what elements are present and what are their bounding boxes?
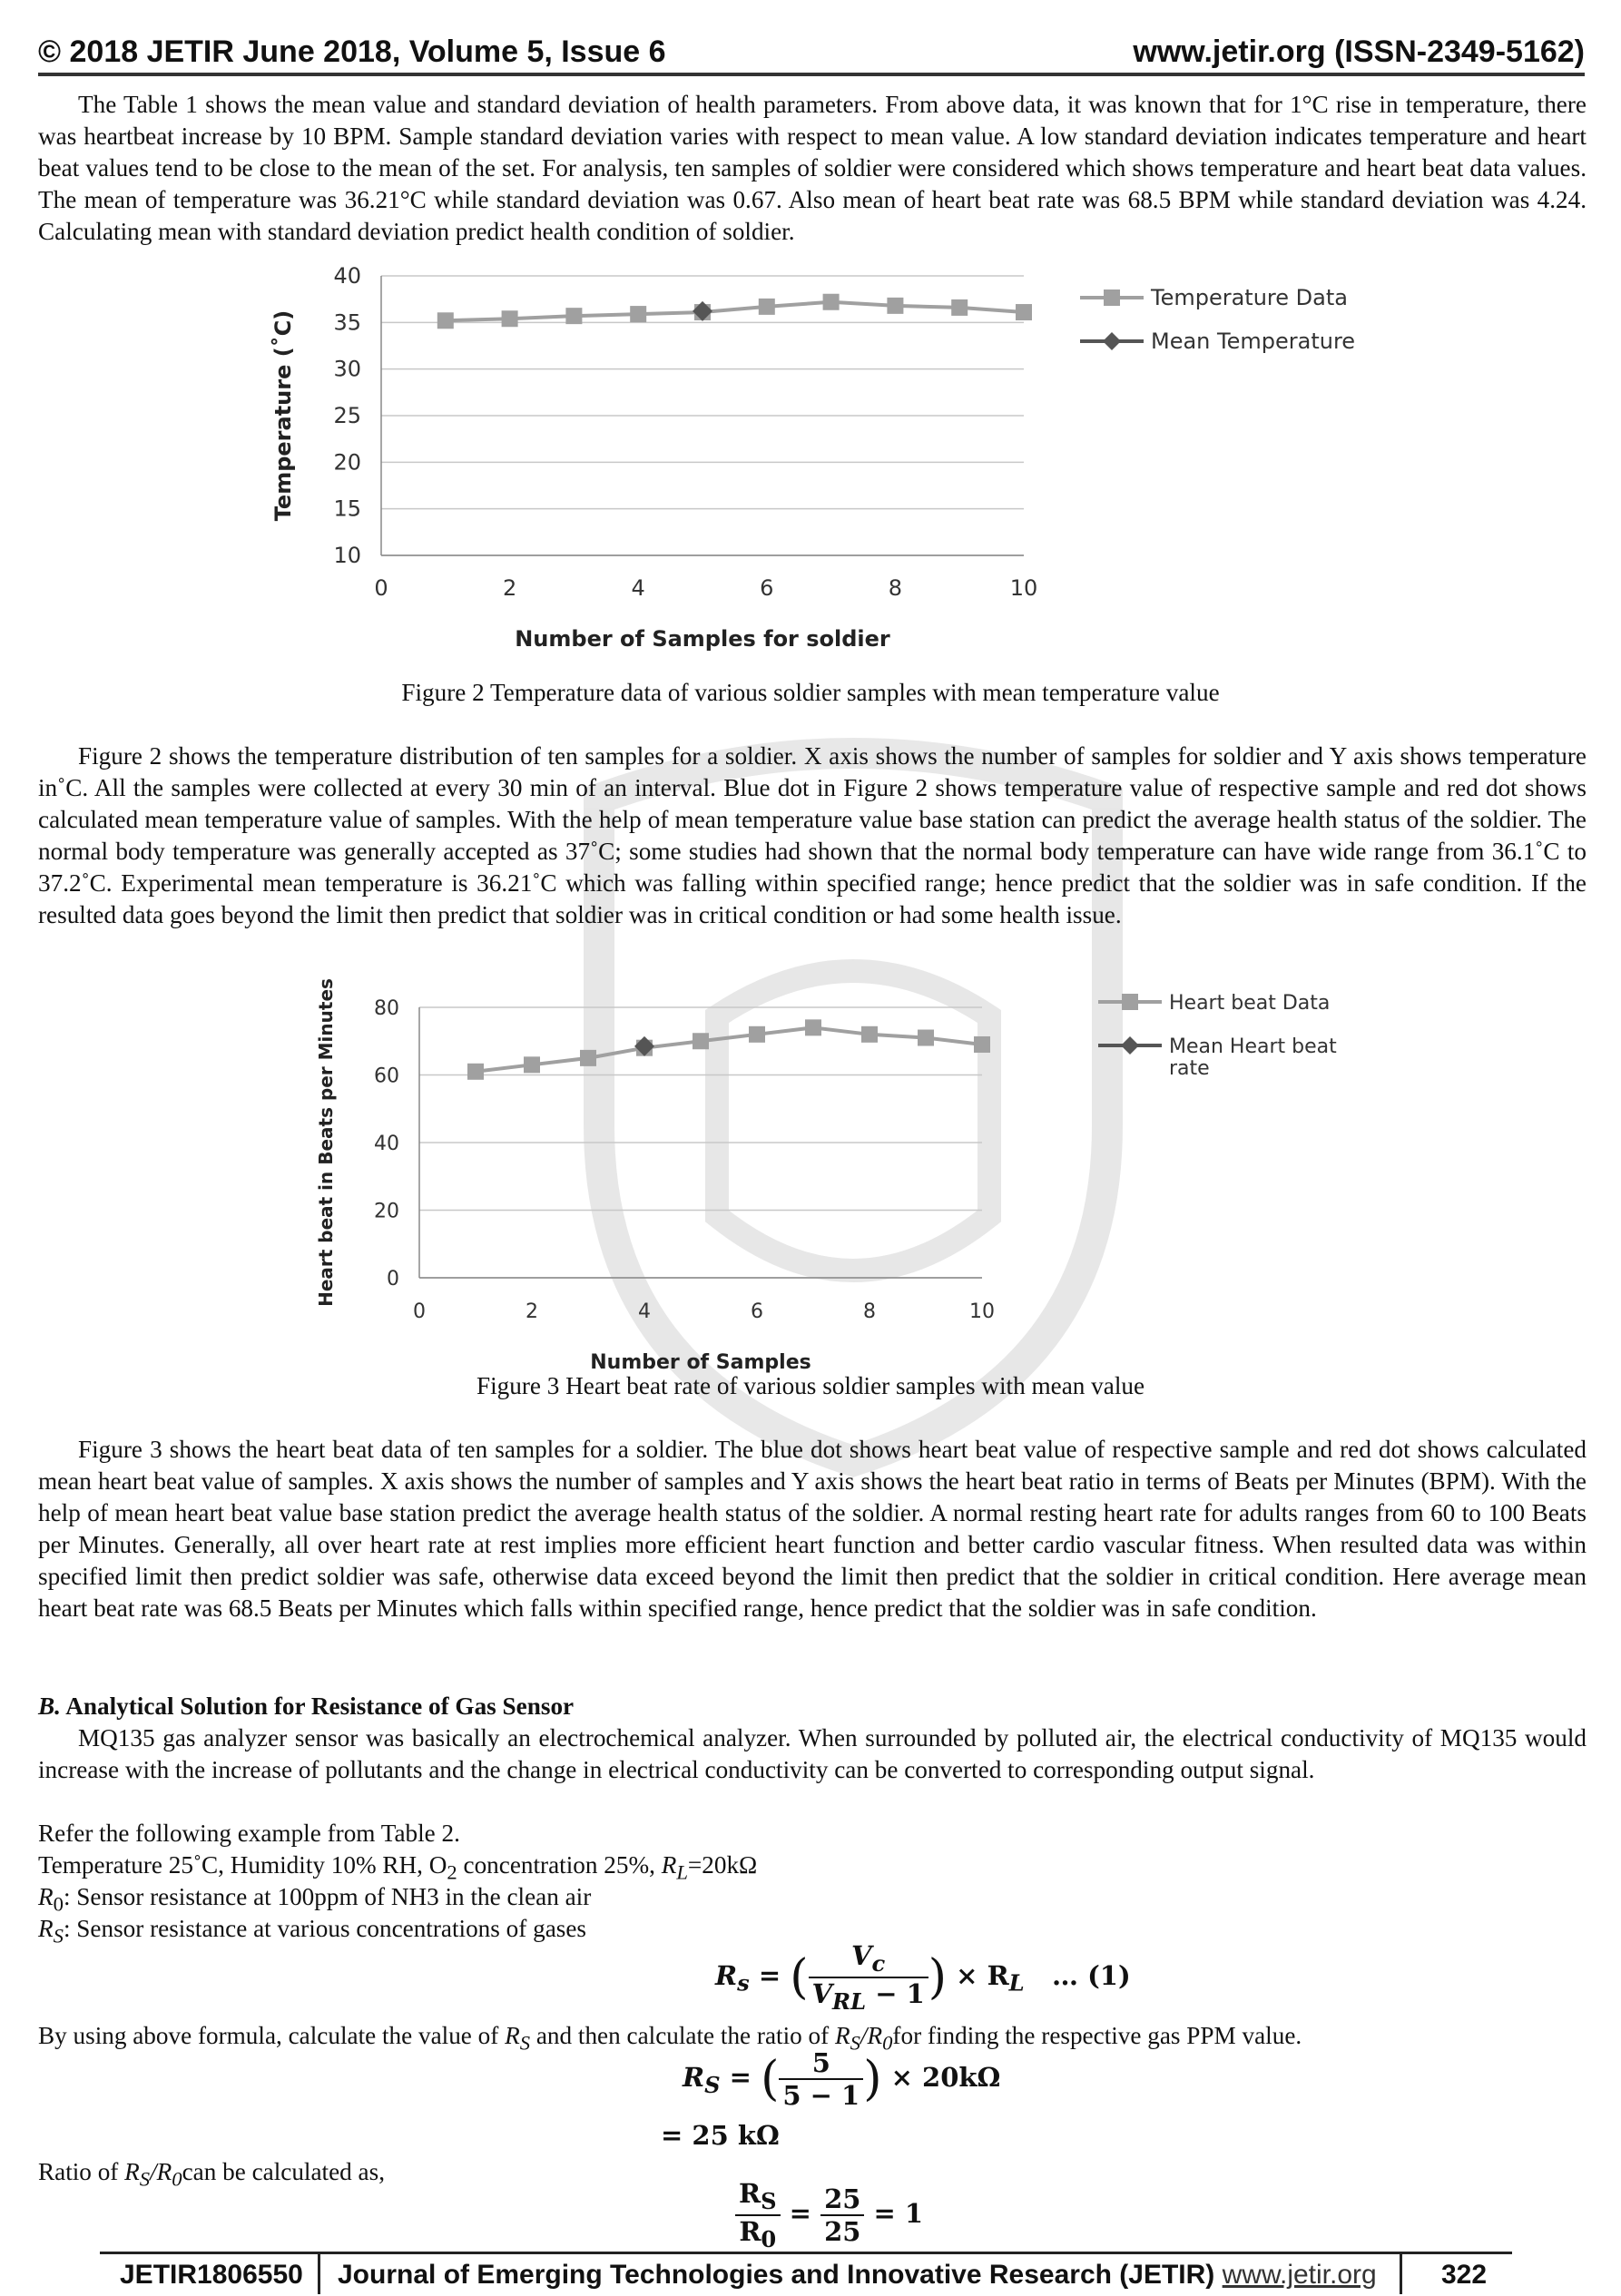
eq4-numeric-denominator: 25 [824, 2215, 861, 2247]
legend-label-line: rate [1169, 1057, 1210, 1081]
header-website-issn: www.jetir.org (ISSN-2349-5162) [1133, 34, 1585, 69]
eq1-numerator: V [851, 1940, 872, 1971]
rs-subscript: S [53, 1924, 64, 1948]
eq2-denominator: 5 − 1 [782, 2080, 860, 2111]
legend-swatch-marker [1121, 1036, 1139, 1055]
eq1-denominator: V [811, 1977, 833, 2009]
figure-2-caption: Figure 2 Temperature data of various soldier samples with mean temperature value [401, 679, 1220, 706]
data-point-marker [1016, 304, 1032, 320]
data-point-marker [693, 1033, 709, 1049]
section-b-label: B. [38, 1693, 61, 1720]
eq1-numerator-sub: c [871, 1949, 886, 1977]
r0-definition: : Sensor resistance at 100ppm of NH3 in the clean air [63, 1883, 592, 1910]
rl-symbol: R [661, 1851, 677, 1879]
x-tick-label: 10 [1009, 575, 1038, 601]
eq2-rhs: × 20kΩ [890, 2062, 1001, 2093]
y-tick-label: 80 [374, 997, 399, 1020]
eq1-lhs-sub: s [737, 1969, 750, 1997]
legend-label: Mean Temperature [1151, 329, 1356, 354]
series-line [476, 1027, 982, 1071]
section-b-title: Analytical Solution for Resistance of Gas Sensor [65, 1693, 575, 1720]
equation-1: $R_s$ = ( $\frac{V_c}{V_{RL} - 1}$ ) × $R_L$ … (1) [715, 1940, 1131, 2015]
paragraph-mq135-description: MQ135 gas analyzer sensor was basically an electrochemical analyzer. When surrounded by polluted air, the electrical conductivity of MQ135 would increase with the increase of pollutants and the change in electrical conductivity can be converted to corresponding output signal. [38, 1724, 1587, 1783]
x-tick-label: 4 [638, 1300, 651, 1323]
equation-4: $\frac{R_S}{R_0}$ = $\frac{25}{25}$ = 1 [735, 2178, 923, 2252]
y-tick-label: 0 [387, 1268, 399, 1290]
y-tick-label: 20 [374, 1200, 399, 1223]
running-header [38, 34, 1585, 74]
eq2-lhs-sub: S [704, 2071, 721, 2098]
figure-3-heartbeat-chart [300, 978, 1434, 1374]
footer-journal [338, 2260, 1377, 2291]
x-tick-label: 6 [760, 575, 774, 601]
ratio-text-a: Ratio of [38, 2158, 125, 2185]
eq4-numerator: R [739, 2178, 761, 2209]
eq4-denominator-sub: 0 [761, 2225, 777, 2252]
legend-label [1169, 1035, 1337, 1080]
eq4-numeric-numerator: 25 [820, 2183, 864, 2216]
y-tick-label: 15 [333, 496, 361, 522]
legend-label: Heart beat Data [1169, 992, 1331, 1015]
legend-swatch-marker [1103, 332, 1121, 350]
data-point-marker [524, 1056, 540, 1073]
equation-2: $R_S$ = ( $\frac{5}{5 - 1}$ ) × 20kΩ [683, 2047, 1001, 2111]
data-point-marker [565, 308, 582, 324]
paragraph-table1-summary: The Table 1 shows the mean value and standard deviation of health parameters. From above data, it was known that for 1°C rise in temperature, there was heartbeat increase by 10 BPM. Sample standard deviation varies with respect to mean value. A low standard deviation indicates temperature and heart beat values tend to be close to the mean of the set. For analysis, ten samples of soldier were considered which shows temperature and heart beat data values. The mean of temperature was 36.21°C while standard deviation was 0.67. Also mean of heart beat rate was 68.5 BPM while standard deviation was 4.24. Calculating mean with standard deviation predict health condition of soldier. [38, 91, 1587, 245]
y-tick-label: 10 [333, 543, 361, 568]
x-tick-label: 2 [502, 575, 517, 601]
x-tick-label: 0 [374, 575, 388, 601]
series-line [446, 302, 1024, 321]
y-tick-label: 40 [374, 1133, 399, 1155]
o2-subscript: 2 [447, 1860, 457, 1884]
legend-swatch-marker [1122, 994, 1138, 1010]
x-tick-label: 2 [526, 1300, 538, 1323]
data-point-marker [467, 1064, 484, 1080]
paragraph-figure2-discussion: Figure 2 shows the temperature distribution of ten samples for a soldier. X axis shows the number of samples for soldier and Y axis shows temperature in˚C. All the samples were collected at every 30 min of an interval. Blue dot in Figure 2 shows temperature value of respective sample and red dot shows calculated mean temperature value of samples. With the help of mean temperature value base station can predict the average health status of the soldier. The normal body temperature was generally accepted as 37˚C; some studies had shown that the normal body temperature can have wide range from 36.1˚C to 37.2˚C. Experimental mean temperature is 36.21˚C which was falling within specified range; hence predict that the soldier was in safe condition. If the resulted data goes beyond the limit then predict that soldier was in critical condition or had some health issue. [38, 742, 1587, 928]
x-tick-label: 8 [888, 575, 903, 601]
data-point-marker [951, 299, 968, 316]
y-tick-label: 40 [333, 263, 361, 289]
data-point-marker [749, 1026, 765, 1043]
y-tick-label: 25 [333, 403, 361, 428]
data-point-marker [861, 1026, 878, 1043]
footer-paper-id: JETIR1806550 [120, 2260, 303, 2290]
legend-label-line: Mean Heart beat [1169, 1035, 1337, 1058]
rl-subscript: L [676, 1860, 688, 1884]
data-point-marker [805, 1019, 821, 1035]
y-axis-label: Heart beat in Beats per Minutes [315, 978, 337, 1307]
header-rule [38, 73, 1585, 76]
data-point-marker [887, 298, 903, 314]
by-using-text-a: By using above formula, calculate the value of [38, 2022, 506, 2049]
eq1-denominator-rest: − 1 [866, 1977, 925, 2009]
eq1-rhs-sub: L [1008, 1969, 1025, 1997]
eq4-numerator-sub: S [761, 2187, 777, 2214]
y-tick-label: 60 [374, 1065, 399, 1088]
legend-swatch-marker [1104, 289, 1120, 306]
footer-rule [100, 2252, 1512, 2254]
rs-symbol: R [38, 1915, 54, 1942]
by-using-text-c: for finding the respective gas PPM value. [892, 2022, 1302, 2049]
refer-table2-line: Refer the following example from Table 2. [38, 1820, 460, 1847]
paragraph-figure3-discussion: Figure 3 shows the heart beat data of ten samples for a soldier. The blue dot shows heart beat value of respective sample and red dot shows calculated mean heart beat value of samples. X axis shows the number of samples and Y axis shows the heart beat ratio in terms of Beats per Minutes (BPM). With the help of mean heart beat value base station predict the average health status of the soldier. A normal resting heart rate for adults ranges from 60 to 100 Beats per Minutes. Generally, all over heart rate at rest implies more efficient heart function and better cardio vascular fitness. When resulted data was within specified limit then predict soldier was safe, otherwise data exceed beyond the limit then predict that the soldier in critical condition. Here average mean heart beat rate was 68.5 Beats per Minutes which falls within specified range, hence predict that the soldier was in safe condition. [38, 1436, 1587, 1622]
figure-3-caption: Figure 3 Heart beat rate of various soldier samples with mean value [476, 1372, 1145, 1399]
ratio-text-b: can be calculated as, [182, 2158, 386, 2185]
legend-label: Temperature Data [1151, 285, 1348, 310]
by-using-text-b: and then calculate the ratio of [530, 2022, 835, 2049]
x-tick-label: 6 [751, 1300, 763, 1323]
x-tick-label: 8 [863, 1300, 876, 1323]
data-point-marker [823, 294, 840, 310]
eq2-fraction [779, 2047, 863, 2111]
r0-subscript: 0 [53, 1892, 64, 1916]
eq2-numerator: 5 [779, 2047, 863, 2080]
rs-definition: : Sensor resistance at various concentrations of gases [63, 1915, 586, 1942]
x-axis-label: Number of Samples for soldier [515, 626, 890, 652]
x-tick-label: 4 [631, 575, 645, 601]
footer-divider-2 [1400, 2252, 1402, 2294]
y-axis-label: Temperature (˚C) [270, 309, 296, 522]
eq4-result: = 1 [873, 2197, 924, 2229]
section-b-heading [38, 1691, 1587, 1722]
x-tick-label: 10 [969, 1300, 995, 1323]
data-point-marker [974, 1036, 990, 1053]
eq4-denominator: R [739, 2215, 761, 2247]
eq1-denominator-sub: RL [832, 1987, 867, 2015]
rl-value: =20kΩ [687, 1851, 758, 1879]
equation-3: = 25 kΩ [661, 2120, 780, 2151]
data-point-marker [630, 306, 646, 322]
data-point-marker [918, 1030, 934, 1046]
eq2-lhs: R [683, 2062, 705, 2093]
eq4-symbolic-fraction [735, 2178, 781, 2252]
eq1-lhs: R [715, 1959, 738, 1991]
conditions-text-2: concentration 25%, [457, 1851, 662, 1879]
x-tick-label: 0 [413, 1300, 426, 1323]
eq4-numeric-fraction [820, 2183, 864, 2247]
conditions-text: Temperature 25˚C, Humidity 10% RH, O [38, 1851, 447, 1879]
data-point-marker [437, 312, 454, 329]
ratio-line: Ratio of $R_S/R_0can$ be calculated as, [38, 2158, 386, 2191]
eq1-fraction [809, 1940, 928, 2015]
y-tick-label: 20 [333, 449, 361, 476]
y-tick-label: 35 [333, 309, 361, 336]
data-point-marker [580, 1050, 596, 1066]
footer-url-link[interactable]: www.jetir.org [1222, 2260, 1377, 2290]
equation-1-number: … (1) [1051, 1959, 1131, 1991]
y-tick-label: 30 [333, 356, 361, 382]
eq1-rhs: × R [956, 1959, 1009, 1991]
by-using-formula-line: By using above formula, calculate the value of $R_S$ and then calculate the ratio of $R_S/R_0for$ finding the respective gas PPM value. [38, 2022, 1302, 2055]
data-point-marker [502, 310, 518, 327]
footer-journal-name: Journal of Emerging Technologies and Innovative Research (JETIR) [338, 2260, 1223, 2290]
footer-divider [318, 2252, 320, 2294]
figure-2-temperature-chart [263, 263, 1425, 662]
page-number: 322 [1441, 2260, 1488, 2290]
x-axis-label: Number of Samples [590, 1351, 811, 1374]
header-journal-issue: © 2018 JETIR June 2018, Volume 5, Issue 6 [38, 34, 666, 69]
page-footer [100, 2260, 1512, 2296]
data-point-marker [759, 299, 775, 315]
r0-symbol: R [38, 1883, 54, 1910]
